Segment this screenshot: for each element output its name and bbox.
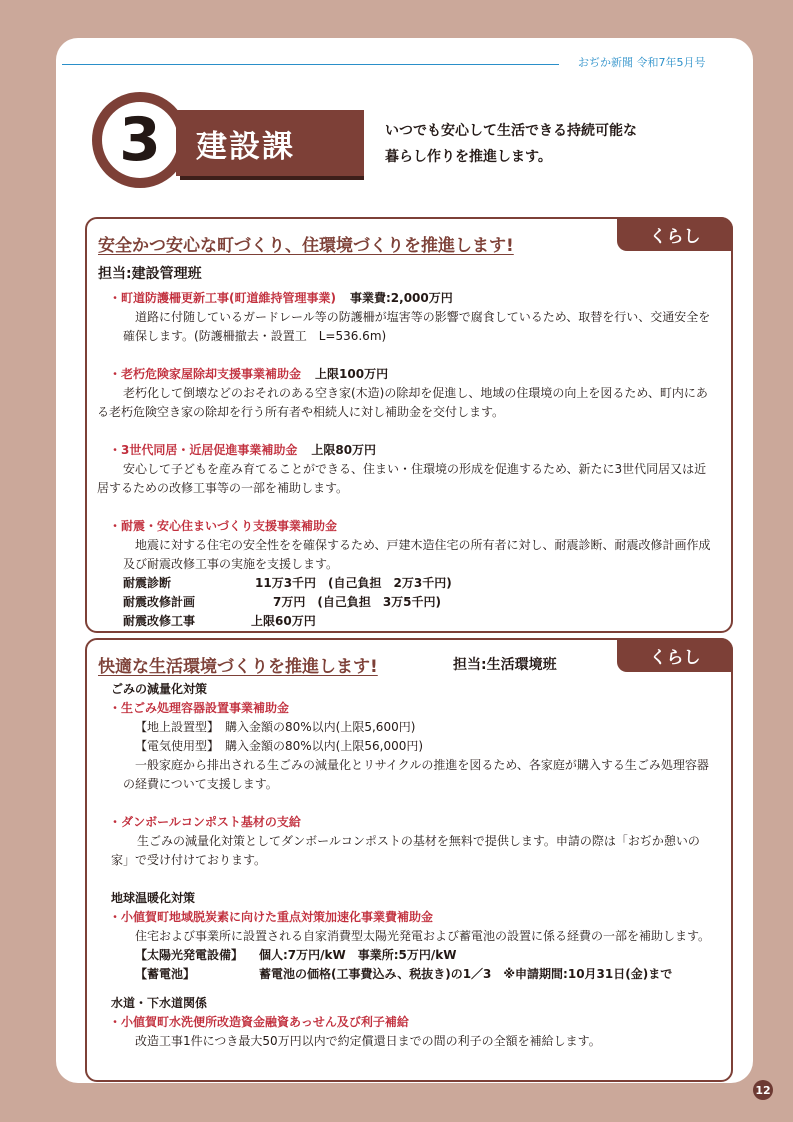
dept-number: 3 bbox=[102, 102, 178, 178]
section-content bbox=[87, 289, 727, 631]
dept-number-badge bbox=[92, 92, 188, 188]
category-tag: くらし bbox=[617, 217, 733, 251]
page-number: 12 bbox=[753, 1080, 773, 1100]
item-body: 生ごみの減量化対策としてダンボールコンポストの基材を無料で提供します。申請の際は「おぢか憩いの家」で受け付けております。 bbox=[111, 834, 700, 867]
category-tag: くらし bbox=[617, 638, 733, 672]
item-head: ・町道防護柵更新工事(町道維持管理事業) 事業費:2,000万円 bbox=[109, 291, 453, 305]
subsidy-row: 耐震診断 11万3千円 (自己負担 2万3千円) bbox=[123, 576, 452, 590]
subsection-heading: ごみの減量化対策 bbox=[111, 682, 208, 696]
item-line: 【地上設置型】 購入金額の80%以内(上限5,600円) bbox=[135, 720, 416, 734]
section-title: 快適な生活環境づくりを推進します! bbox=[98, 657, 378, 677]
subsidy-row: 【太陽光発電設備】 個人:7万円/kW 事業所:5万円/kW bbox=[135, 948, 457, 962]
subsection-heading: 水道・下水道関係 bbox=[111, 996, 208, 1010]
dept-name: 建設課 bbox=[176, 110, 364, 176]
subsidy-row: 耐震改修工事 上限60万円 bbox=[123, 614, 316, 628]
dept-tagline bbox=[385, 118, 637, 170]
item-body: 改造工事1件につき最大50万円以内で約定償還日までの間の利子の全額を補給します。 bbox=[135, 1034, 601, 1048]
item-head: ・耐震・安心住まいづくり支援事業補助金 bbox=[109, 519, 338, 533]
item-body: 住宅および事業所に設置される自家消費型太陽光発電および蓄電池の設置に係る経費の一部を補助します。 bbox=[135, 929, 711, 943]
tagline-line2: 暮らし作りを推進します。 bbox=[385, 149, 552, 165]
section-title: 安全かつ安心な町づくり、住環境づくりを推進します! bbox=[98, 236, 514, 256]
item-head: ・3世代同居・近居促進事業補助金 上限80万円 bbox=[109, 443, 377, 457]
item-head: ・生ごみ処理容器設置事業補助金 bbox=[109, 701, 290, 715]
subsection-heading: 地球温暖化対策 bbox=[111, 891, 196, 905]
section-charge: 担当:建設管理班 bbox=[98, 266, 202, 282]
section-safety-housing bbox=[85, 217, 733, 633]
item-head: ・小値賀町地域脱炭素に向けた重点対策加速化事業費補助金 bbox=[109, 910, 434, 924]
item-body: 老朽化して倒壊などのおそれのある空き家(木造)の除却を促進し、地域の住環境の向上を図るため、町内にある老朽危険空き家の除却を行う所有者や相続人に対し補助金を交付します。 bbox=[97, 386, 708, 419]
tagline-line1: いつでも安心して生活できる持続可能な bbox=[385, 123, 637, 139]
item-body: 道路に付随しているガードレール等の防護柵が塩害等の影響で腐食しているため、取替を行い、交通安全を確保します。(防護柵撤去・設置工 L=536.6m) bbox=[123, 310, 711, 343]
item-body: 安心して子どもを産み育てることができる、住まい・住環境の形成を促進するため、新たに3世代同居又は近居するための改修工事等の一部を補助します。 bbox=[97, 462, 707, 495]
item-head: ・小値賀町水洗便所改造資金融資あっせん及び利子補給 bbox=[109, 1015, 409, 1029]
section-content bbox=[87, 680, 727, 1051]
item-body: 一般家庭から排出される生ごみの減量化とリサイクルの推進を図るため、各家庭が購入する生ごみ処理容器の経費について支援します。 bbox=[123, 758, 709, 791]
section-living-environment bbox=[85, 638, 733, 1082]
item-head: ・老朽危険家屋除却支援事業補助金 上限100万円 bbox=[109, 367, 389, 381]
publication-header: おぢか新聞 令和7年5月号 bbox=[578, 56, 706, 69]
subsidy-row: 耐震改修計画 7万円 (自己負担 3万5千円) bbox=[123, 595, 442, 609]
subsidy-row: 【蓄電池】 蓄電池の価格(工事費込み、税抜き)の1／3 ※申請期間:10月31日(金)まで bbox=[135, 967, 673, 981]
header-rule bbox=[62, 64, 559, 65]
item-head: ・ダンボールコンポスト基材の支給 bbox=[109, 815, 301, 829]
section-charge: 担当:生活環境班 bbox=[453, 657, 557, 673]
item-line: 【電気使用型】 購入金額の80%以内(上限56,000円) bbox=[135, 739, 424, 753]
item-body: 地震に対する住宅の安全性をを確保するため、戸建木造住宅の所有者に対し、耐震診断、耐震改修計画作成及び耐震改修工事の実施を支援します。 bbox=[123, 538, 711, 571]
